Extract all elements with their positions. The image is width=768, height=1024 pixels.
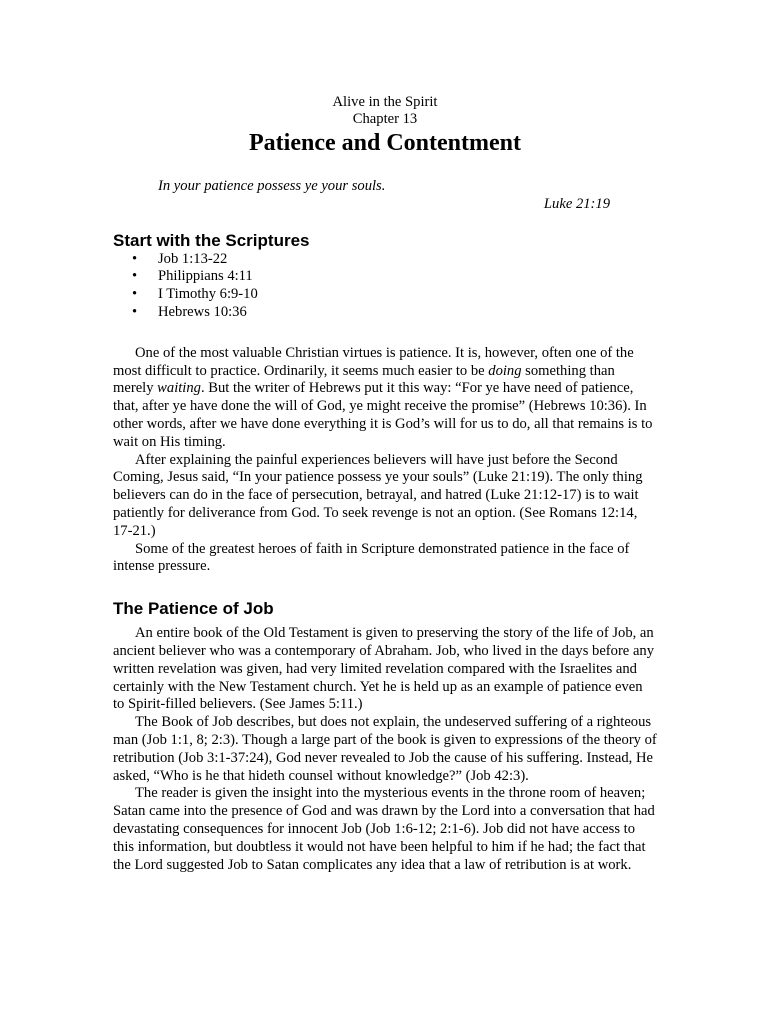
chapter-title: Patience and Contentment xyxy=(249,130,521,156)
section-heading-scriptures: Start with the Scriptures xyxy=(113,230,310,250)
section-body-scriptures xyxy=(113,345,657,576)
paragraph-text: . But the writer of Hebrews put it this way: “For ye have need of patience, that, after ye have done the will of God, ye might receive the promise” (Hebrews 10:36). In other words, after we have done everything it is God’s will for us to do, all that remains is to wait on His timing. xyxy=(113,380,653,450)
scripture-list xyxy=(113,251,657,322)
bullet-icon: • xyxy=(132,250,138,267)
series-title: Alive in the Spirit xyxy=(332,94,438,110)
list-item xyxy=(113,268,657,286)
emphasis-text: doing xyxy=(488,362,522,379)
list-item xyxy=(113,251,657,269)
list-item xyxy=(113,304,657,322)
document-page xyxy=(113,94,657,874)
section-heading-job: The Patience of Job xyxy=(113,599,274,619)
paragraph-text: One of the most valuable Christian virtues is patience. It is, however, often one of the most difficult to practice. Ordinarily, it seems much easier to be xyxy=(113,344,634,379)
epigraph-quote: In your patience possess ye your souls. xyxy=(158,178,386,194)
epigraph-reference: Luke 21:19 xyxy=(543,195,610,212)
list-item xyxy=(113,286,657,304)
scripture-reference: I Timothy 6:9-10 xyxy=(158,286,258,303)
bullet-icon: • xyxy=(132,286,138,303)
scripture-reference: Hebrews 10:36 xyxy=(158,303,247,320)
paragraph xyxy=(113,345,657,452)
paragraph: After explaining the painful experiences believers will have just before the Second Coming, Jesus said, “In your patience possess ye your souls” (Luke 21:19). The only thing believers can do in the face of persecution, betrayal, and hatred (Luke 21:12-17) is to wait patiently for deliverance from God. To seek revenge is not an option. (See Romans 12:14, 17-21.) xyxy=(113,451,643,539)
paragraph: Some of the greatest heroes of faith in Scripture demonstrated patience in the face of intense pressure. xyxy=(113,540,630,575)
scripture-reference: Philippians 4:11 xyxy=(158,268,253,285)
epigraph xyxy=(113,178,657,214)
paragraph: The reader is given the insight into the mysterious events in the throne room of heaven; Satan came into the presence of God and was drawn by the Lord into a conversation that had devastating consequences for innocent Job (Job 1:6-12; 2:1-6). Job did not have access to this information, but doubtless it would not have been helpful to him if he had; the fact that the Lord suggested Job to Satan complicates any idea that a law of retribution is at work. xyxy=(113,785,655,873)
section-body-job xyxy=(113,625,657,874)
scripture-reference: Job 1:13-22 xyxy=(158,250,228,267)
paragraph: An entire book of the Old Testament is given to preserving the story of the life of Job, an ancient believer who was a contemporary of Abraham. Job, who lived in the days before any written revelation was given, had very limited revelation compared with the Israelites and certainly with the New Testament church. Yet he is held up as an example of patience even to Spirit-filled believers. (See James 5:11.) xyxy=(113,625,655,713)
bullet-icon: • xyxy=(132,303,138,320)
paragraph-text: something than merely xyxy=(113,362,615,397)
bullet-icon: • xyxy=(132,268,138,285)
paragraph: The Book of Job describes, but does not explain, the undeserved suffering of a righteous man (Job 1:1, 8; 2:3). Though a large part of the book is given to expressions of the theory of retribution (Job 3:1-37:24), God never revealed to Job the cause of his suffering. Instead, He asked, “Who is he that hideth counsel without knowledge?” (Job 42:3). xyxy=(113,714,657,784)
emphasis-text: waiting xyxy=(157,380,201,397)
chapter-number: Chapter 13 xyxy=(352,111,418,127)
